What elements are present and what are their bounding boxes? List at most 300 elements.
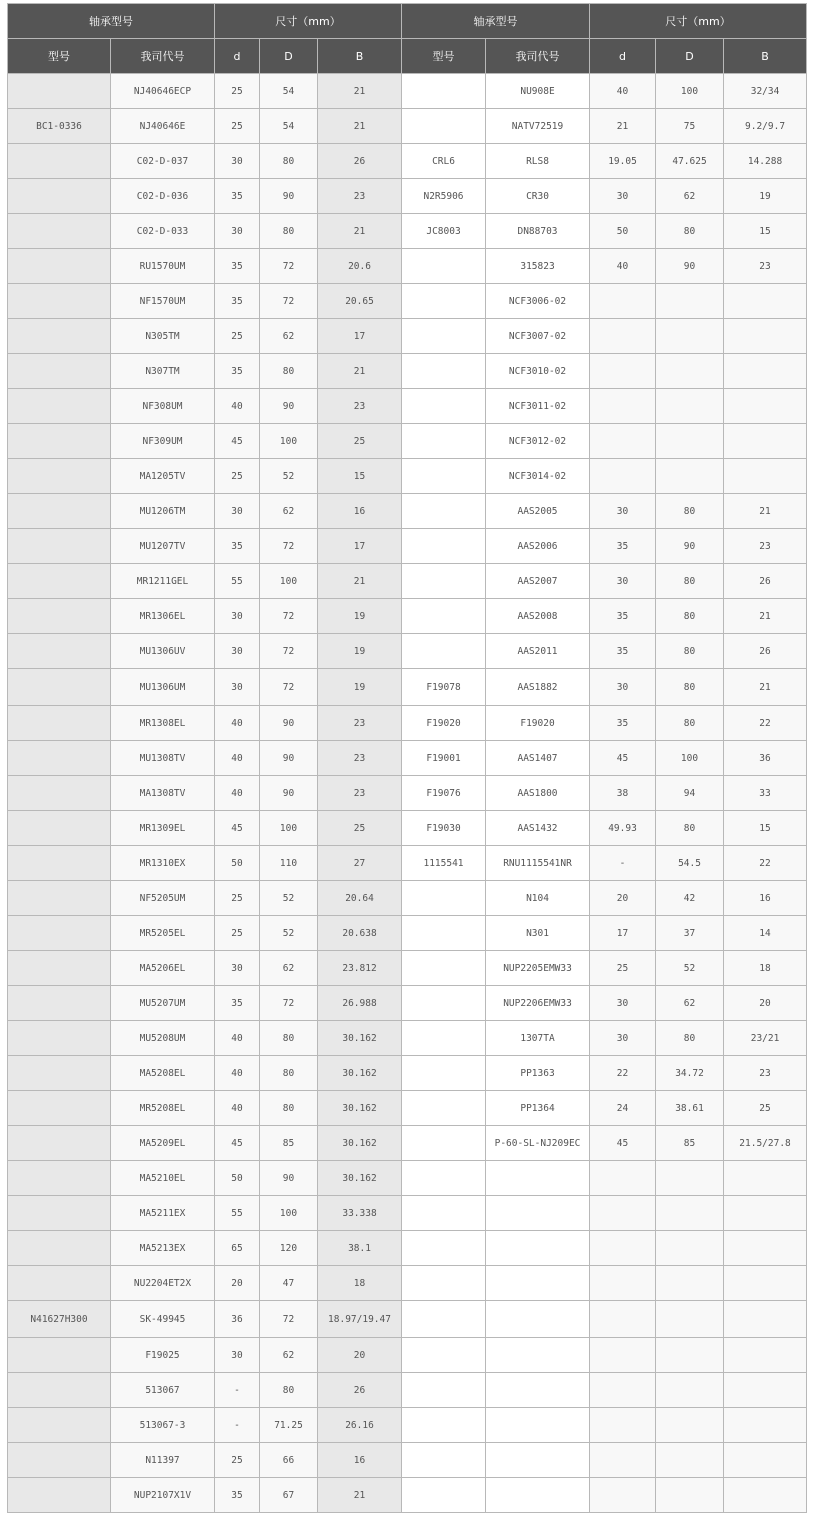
cell-D: 80 bbox=[260, 1373, 318, 1408]
cell-B: 26 bbox=[318, 144, 402, 179]
cell-our-code: N307TM bbox=[111, 354, 215, 389]
cell-D: 90 bbox=[260, 1161, 318, 1196]
cell-D-2 bbox=[656, 284, 724, 319]
cell-model-2 bbox=[402, 881, 486, 916]
cell-our-code-2: AAS1432 bbox=[486, 811, 590, 846]
cell-model bbox=[8, 214, 111, 249]
cell-d: 55 bbox=[215, 1196, 260, 1231]
cell-D-2: 38.61 bbox=[656, 1091, 724, 1126]
cell-B: 23 bbox=[318, 179, 402, 214]
cell-D: 100 bbox=[260, 1196, 318, 1231]
cell-D-2: 80 bbox=[656, 634, 724, 669]
cell-our-code: MR5208EL bbox=[111, 1091, 215, 1126]
cell-D-2: 80 bbox=[656, 706, 724, 741]
cell-D-2 bbox=[656, 1408, 724, 1443]
cell-B: 19 bbox=[318, 634, 402, 669]
table-row bbox=[8, 846, 807, 881]
cell-model bbox=[8, 249, 111, 284]
cell-B: 26.16 bbox=[318, 1408, 402, 1443]
cell-D: 47 bbox=[260, 1266, 318, 1301]
table-row bbox=[8, 599, 807, 634]
cell-B: 30.162 bbox=[318, 1091, 402, 1126]
cell-our-code-2 bbox=[486, 1373, 590, 1408]
cell-D-2 bbox=[656, 1443, 724, 1478]
cell-D: 90 bbox=[260, 741, 318, 776]
cell-D: 120 bbox=[260, 1231, 318, 1266]
cell-model bbox=[8, 599, 111, 634]
cell-d-2: 45 bbox=[590, 1126, 656, 1161]
cell-D: 72 bbox=[260, 1301, 318, 1338]
cell-model bbox=[8, 389, 111, 424]
cell-our-code: MA5209EL bbox=[111, 1126, 215, 1161]
cell-d-2: 21 bbox=[590, 109, 656, 144]
cell-our-code-2 bbox=[486, 1478, 590, 1513]
cell-model-2 bbox=[402, 599, 486, 634]
cell-model bbox=[8, 741, 111, 776]
cell-D: 72 bbox=[260, 599, 318, 634]
cell-B-2: 32/34 bbox=[724, 74, 807, 109]
cell-model bbox=[8, 1478, 111, 1513]
cell-B: 30.162 bbox=[318, 1126, 402, 1161]
cell-our-code: NF5205UM bbox=[111, 881, 215, 916]
table-row bbox=[8, 1056, 807, 1091]
cell-d-2: 19.05 bbox=[590, 144, 656, 179]
table-row bbox=[8, 1126, 807, 1161]
cell-D-2: 54.5 bbox=[656, 846, 724, 881]
cell-our-code: NF308UM bbox=[111, 389, 215, 424]
cell-d: 36 bbox=[215, 1301, 260, 1338]
cell-D-2: 37 bbox=[656, 916, 724, 951]
cell-model bbox=[8, 1408, 111, 1443]
cell-B: 26.988 bbox=[318, 986, 402, 1021]
cell-our-code-2: CR30 bbox=[486, 179, 590, 214]
cell-D: 62 bbox=[260, 1338, 318, 1373]
cell-D: 72 bbox=[260, 634, 318, 669]
cell-B: 21 bbox=[318, 74, 402, 109]
table-row bbox=[8, 1021, 807, 1056]
cell-d-2: 35 bbox=[590, 599, 656, 634]
cell-D: 80 bbox=[260, 144, 318, 179]
cell-d: 35 bbox=[215, 1478, 260, 1513]
cell-model bbox=[8, 529, 111, 564]
cell-our-code-2 bbox=[486, 1338, 590, 1373]
table-row bbox=[8, 389, 807, 424]
table-row bbox=[8, 319, 807, 354]
cell-D-2: 80 bbox=[656, 599, 724, 634]
header-B: B bbox=[318, 39, 402, 74]
cell-d-2 bbox=[590, 284, 656, 319]
cell-our-code: MA5210EL bbox=[111, 1161, 215, 1196]
cell-model-2 bbox=[402, 389, 486, 424]
cell-D-2 bbox=[656, 1196, 724, 1231]
cell-B: 38.1 bbox=[318, 1231, 402, 1266]
cell-D-2 bbox=[656, 1161, 724, 1196]
cell-D-2 bbox=[656, 319, 724, 354]
table-row bbox=[8, 284, 807, 319]
cell-B: 18.97/19.47 bbox=[318, 1301, 402, 1338]
cell-model: N41627H300 bbox=[8, 1301, 111, 1338]
cell-d-2: 40 bbox=[590, 74, 656, 109]
cell-D-2: 85 bbox=[656, 1126, 724, 1161]
cell-B-2: 36 bbox=[724, 741, 807, 776]
cell-model-2: 1115541 bbox=[402, 846, 486, 881]
cell-our-code: SK-49945 bbox=[111, 1301, 215, 1338]
cell-B: 21 bbox=[318, 109, 402, 144]
cell-our-code-2: AAS2008 bbox=[486, 599, 590, 634]
cell-d-2 bbox=[590, 319, 656, 354]
cell-our-code-2 bbox=[486, 1408, 590, 1443]
cell-D: 66 bbox=[260, 1443, 318, 1478]
cell-d-2: 24 bbox=[590, 1091, 656, 1126]
cell-D: 90 bbox=[260, 389, 318, 424]
cell-B: 30.162 bbox=[318, 1021, 402, 1056]
cell-B-2: 15 bbox=[724, 214, 807, 249]
cell-B-2: 18 bbox=[724, 951, 807, 986]
cell-our-code: C02-D-033 bbox=[111, 214, 215, 249]
cell-our-code-2: N104 bbox=[486, 881, 590, 916]
cell-our-code: MR1310EX bbox=[111, 846, 215, 881]
cell-model bbox=[8, 1443, 111, 1478]
cell-our-code: MU1306UV bbox=[111, 634, 215, 669]
cell-our-code-2 bbox=[486, 1231, 590, 1266]
table-row bbox=[8, 179, 807, 214]
cell-B: 23.812 bbox=[318, 951, 402, 986]
cell-model bbox=[8, 846, 111, 881]
cell-B: 20.64 bbox=[318, 881, 402, 916]
table-row bbox=[8, 564, 807, 599]
cell-B: 26 bbox=[318, 1373, 402, 1408]
cell-B: 17 bbox=[318, 319, 402, 354]
cell-model-2 bbox=[402, 249, 486, 284]
table-row bbox=[8, 1478, 807, 1513]
table-row bbox=[8, 1196, 807, 1231]
cell-d: 50 bbox=[215, 1161, 260, 1196]
table-row bbox=[8, 144, 807, 179]
cell-model bbox=[8, 1021, 111, 1056]
cell-our-code-2: NUP2206EMW33 bbox=[486, 986, 590, 1021]
cell-our-code: NF1570UM bbox=[111, 284, 215, 319]
cell-d-2: 30 bbox=[590, 494, 656, 529]
cell-model bbox=[8, 494, 111, 529]
cell-our-code: MU5208UM bbox=[111, 1021, 215, 1056]
cell-model-2 bbox=[402, 1091, 486, 1126]
cell-B-2: 22 bbox=[724, 706, 807, 741]
cell-D: 80 bbox=[260, 1056, 318, 1091]
cell-our-code: NF309UM bbox=[111, 424, 215, 459]
cell-model bbox=[8, 319, 111, 354]
cell-our-code-2: AAS2005 bbox=[486, 494, 590, 529]
cell-model bbox=[8, 776, 111, 811]
cell-model-2 bbox=[402, 1056, 486, 1091]
cell-our-code-2: RLS8 bbox=[486, 144, 590, 179]
cell-B-2 bbox=[724, 1373, 807, 1408]
cell-d: 25 bbox=[215, 1443, 260, 1478]
table-row bbox=[8, 494, 807, 529]
cell-B: 30.162 bbox=[318, 1056, 402, 1091]
cell-our-code-2: N301 bbox=[486, 916, 590, 951]
cell-d: 40 bbox=[215, 1091, 260, 1126]
cell-our-code: 513067-3 bbox=[111, 1408, 215, 1443]
cell-D: 71.25 bbox=[260, 1408, 318, 1443]
cell-B: 25 bbox=[318, 424, 402, 459]
cell-model-2 bbox=[402, 1196, 486, 1231]
cell-d-2 bbox=[590, 1266, 656, 1301]
cell-our-code-2: NCF3006-02 bbox=[486, 284, 590, 319]
cell-D-2: 90 bbox=[656, 529, 724, 564]
cell-d: 25 bbox=[215, 459, 260, 494]
cell-B-2: 15 bbox=[724, 811, 807, 846]
header-D-2: D bbox=[656, 39, 724, 74]
cell-model-2 bbox=[402, 109, 486, 144]
cell-model bbox=[8, 1126, 111, 1161]
cell-B: 21 bbox=[318, 214, 402, 249]
cell-D: 72 bbox=[260, 284, 318, 319]
cell-d: 40 bbox=[215, 389, 260, 424]
cell-B-2: 26 bbox=[724, 564, 807, 599]
cell-model-2: N2R5906 bbox=[402, 179, 486, 214]
bearing-spec-table bbox=[7, 3, 807, 1513]
cell-model-2: CRL6 bbox=[402, 144, 486, 179]
cell-d-2 bbox=[590, 1338, 656, 1373]
cell-B-2 bbox=[724, 459, 807, 494]
cell-B: 23 bbox=[318, 776, 402, 811]
cell-B-2 bbox=[724, 1408, 807, 1443]
cell-d: 30 bbox=[215, 494, 260, 529]
cell-B: 25 bbox=[318, 811, 402, 846]
cell-d: 25 bbox=[215, 319, 260, 354]
cell-our-code: MA5211EX bbox=[111, 1196, 215, 1231]
cell-model bbox=[8, 1338, 111, 1373]
table-row bbox=[8, 986, 807, 1021]
table-row bbox=[8, 459, 807, 494]
cell-our-code: NU2204ET2X bbox=[111, 1266, 215, 1301]
cell-d-2 bbox=[590, 389, 656, 424]
cell-B-2: 16 bbox=[724, 881, 807, 916]
cell-D-2: 80 bbox=[656, 214, 724, 249]
cell-model bbox=[8, 1231, 111, 1266]
cell-our-code: MR5205EL bbox=[111, 916, 215, 951]
cell-d: 20 bbox=[215, 1266, 260, 1301]
cell-B-2: 21.5/27.8 bbox=[724, 1126, 807, 1161]
cell-d: 35 bbox=[215, 284, 260, 319]
cell-our-code-2: PP1364 bbox=[486, 1091, 590, 1126]
cell-model bbox=[8, 284, 111, 319]
cell-our-code-2: 315823 bbox=[486, 249, 590, 284]
cell-d-2: 17 bbox=[590, 916, 656, 951]
cell-model bbox=[8, 564, 111, 599]
cell-our-code: F19025 bbox=[111, 1338, 215, 1373]
table-row bbox=[8, 741, 807, 776]
cell-B-2: 21 bbox=[724, 599, 807, 634]
table-row bbox=[8, 1231, 807, 1266]
cell-D: 72 bbox=[260, 249, 318, 284]
cell-d-2 bbox=[590, 354, 656, 389]
table-body bbox=[8, 74, 807, 1513]
cell-our-code: N305TM bbox=[111, 319, 215, 354]
cell-our-code-2: AAS2011 bbox=[486, 634, 590, 669]
cell-d-2: 30 bbox=[590, 1021, 656, 1056]
cell-d: 45 bbox=[215, 424, 260, 459]
cell-B-2: 9.2/9.7 bbox=[724, 109, 807, 144]
cell-B-2: 23 bbox=[724, 249, 807, 284]
table-row bbox=[8, 424, 807, 459]
cell-model bbox=[8, 706, 111, 741]
cell-D: 54 bbox=[260, 109, 318, 144]
cell-our-code-2: AAS2006 bbox=[486, 529, 590, 564]
cell-D-2 bbox=[656, 459, 724, 494]
cell-B: 23 bbox=[318, 389, 402, 424]
cell-our-code: RU1570UM bbox=[111, 249, 215, 284]
cell-d-2 bbox=[590, 1443, 656, 1478]
cell-d-2: 49.93 bbox=[590, 811, 656, 846]
cell-B: 21 bbox=[318, 564, 402, 599]
cell-B: 21 bbox=[318, 354, 402, 389]
cell-D: 72 bbox=[260, 529, 318, 564]
table-row bbox=[8, 1301, 807, 1338]
cell-model-2 bbox=[402, 564, 486, 599]
cell-model-2 bbox=[402, 1373, 486, 1408]
cell-d-2 bbox=[590, 424, 656, 459]
cell-our-code-2 bbox=[486, 1196, 590, 1231]
cell-model bbox=[8, 951, 111, 986]
cell-d-2: 20 bbox=[590, 881, 656, 916]
cell-D-2: 100 bbox=[656, 741, 724, 776]
cell-model bbox=[8, 1091, 111, 1126]
cell-D: 72 bbox=[260, 669, 318, 706]
cell-model-2 bbox=[402, 1126, 486, 1161]
cell-d-2: 30 bbox=[590, 564, 656, 599]
cell-our-code-2 bbox=[486, 1266, 590, 1301]
cell-model-2 bbox=[402, 1301, 486, 1338]
cell-d: 35 bbox=[215, 986, 260, 1021]
cell-D-2: 47.625 bbox=[656, 144, 724, 179]
cell-B: 18 bbox=[318, 1266, 402, 1301]
cell-D: 52 bbox=[260, 459, 318, 494]
cell-d: 35 bbox=[215, 529, 260, 564]
header-D: D bbox=[260, 39, 318, 74]
cell-D: 90 bbox=[260, 706, 318, 741]
cell-model-2 bbox=[402, 1443, 486, 1478]
cell-D-2 bbox=[656, 1231, 724, 1266]
table-row bbox=[8, 214, 807, 249]
cell-model bbox=[8, 424, 111, 459]
cell-our-code-2 bbox=[486, 1443, 590, 1478]
cell-B-2: 22 bbox=[724, 846, 807, 881]
cell-D-2: 62 bbox=[656, 179, 724, 214]
cell-our-code-2: NUP2205EMW33 bbox=[486, 951, 590, 986]
cell-model-2 bbox=[402, 1338, 486, 1373]
cell-our-code: MA5213EX bbox=[111, 1231, 215, 1266]
cell-D: 110 bbox=[260, 846, 318, 881]
table-row bbox=[8, 1266, 807, 1301]
cell-our-code: N11397 bbox=[111, 1443, 215, 1478]
cell-D: 90 bbox=[260, 776, 318, 811]
cell-our-code-2: AAS2007 bbox=[486, 564, 590, 599]
cell-our-code: 513067 bbox=[111, 1373, 215, 1408]
cell-our-code-2: NCF3014-02 bbox=[486, 459, 590, 494]
table-row bbox=[8, 74, 807, 109]
cell-model-2 bbox=[402, 284, 486, 319]
cell-model-2: F19030 bbox=[402, 811, 486, 846]
table-row bbox=[8, 1443, 807, 1478]
cell-our-code-2: NCF3007-02 bbox=[486, 319, 590, 354]
cell-B-2 bbox=[724, 389, 807, 424]
header-d-2: d bbox=[590, 39, 656, 74]
header-bearing-model-2: 轴承型号 bbox=[402, 4, 590, 39]
table-row bbox=[8, 109, 807, 144]
cell-our-code: MA1205TV bbox=[111, 459, 215, 494]
cell-our-code-2: NU908E bbox=[486, 74, 590, 109]
cell-B: 33.338 bbox=[318, 1196, 402, 1231]
cell-B-2: 23/21 bbox=[724, 1021, 807, 1056]
cell-B: 15 bbox=[318, 459, 402, 494]
cell-our-code: MU1306UM bbox=[111, 669, 215, 706]
cell-model-2: F19001 bbox=[402, 741, 486, 776]
cell-d-2: 50 bbox=[590, 214, 656, 249]
cell-model bbox=[8, 881, 111, 916]
cell-model-2 bbox=[402, 459, 486, 494]
cell-model-2 bbox=[402, 634, 486, 669]
cell-B: 30.162 bbox=[318, 1161, 402, 1196]
cell-model-2: F19078 bbox=[402, 669, 486, 706]
cell-our-code-2: AAS1882 bbox=[486, 669, 590, 706]
cell-D-2: 80 bbox=[656, 1021, 724, 1056]
cell-d: 40 bbox=[215, 706, 260, 741]
cell-B: 19 bbox=[318, 599, 402, 634]
cell-B-2 bbox=[724, 1478, 807, 1513]
header-our-code-2: 我司代号 bbox=[486, 39, 590, 74]
cell-B-2 bbox=[724, 1338, 807, 1373]
table-row bbox=[8, 951, 807, 986]
cell-D: 80 bbox=[260, 354, 318, 389]
header-B-2: B bbox=[724, 39, 807, 74]
cell-d-2 bbox=[590, 1196, 656, 1231]
cell-D: 72 bbox=[260, 986, 318, 1021]
cell-B-2: 21 bbox=[724, 494, 807, 529]
cell-our-code: MA5208EL bbox=[111, 1056, 215, 1091]
cell-B: 16 bbox=[318, 1443, 402, 1478]
cell-D-2: 80 bbox=[656, 494, 724, 529]
cell-D-2: 94 bbox=[656, 776, 724, 811]
table-row bbox=[8, 529, 807, 564]
cell-d: 30 bbox=[215, 1338, 260, 1373]
cell-d: 40 bbox=[215, 741, 260, 776]
cell-our-code: MR1308EL bbox=[111, 706, 215, 741]
cell-d: 55 bbox=[215, 564, 260, 599]
header-our-code: 我司代号 bbox=[111, 39, 215, 74]
table-row bbox=[8, 1373, 807, 1408]
cell-B-2: 14 bbox=[724, 916, 807, 951]
cell-B-2 bbox=[724, 1443, 807, 1478]
cell-d: 25 bbox=[215, 74, 260, 109]
cell-our-code-2: F19020 bbox=[486, 706, 590, 741]
cell-D: 80 bbox=[260, 214, 318, 249]
cell-D: 62 bbox=[260, 319, 318, 354]
cell-our-code: C02-D-036 bbox=[111, 179, 215, 214]
cell-D: 100 bbox=[260, 564, 318, 599]
cell-d: 25 bbox=[215, 881, 260, 916]
cell-model-2 bbox=[402, 354, 486, 389]
cell-d-2: 30 bbox=[590, 669, 656, 706]
cell-B: 20.65 bbox=[318, 284, 402, 319]
cell-D-2: 90 bbox=[656, 249, 724, 284]
cell-D-2 bbox=[656, 424, 724, 459]
cell-d-2: 35 bbox=[590, 706, 656, 741]
cell-B-2: 33 bbox=[724, 776, 807, 811]
cell-model bbox=[8, 459, 111, 494]
cell-model-2 bbox=[402, 529, 486, 564]
cell-our-code: NJ40646ECP bbox=[111, 74, 215, 109]
